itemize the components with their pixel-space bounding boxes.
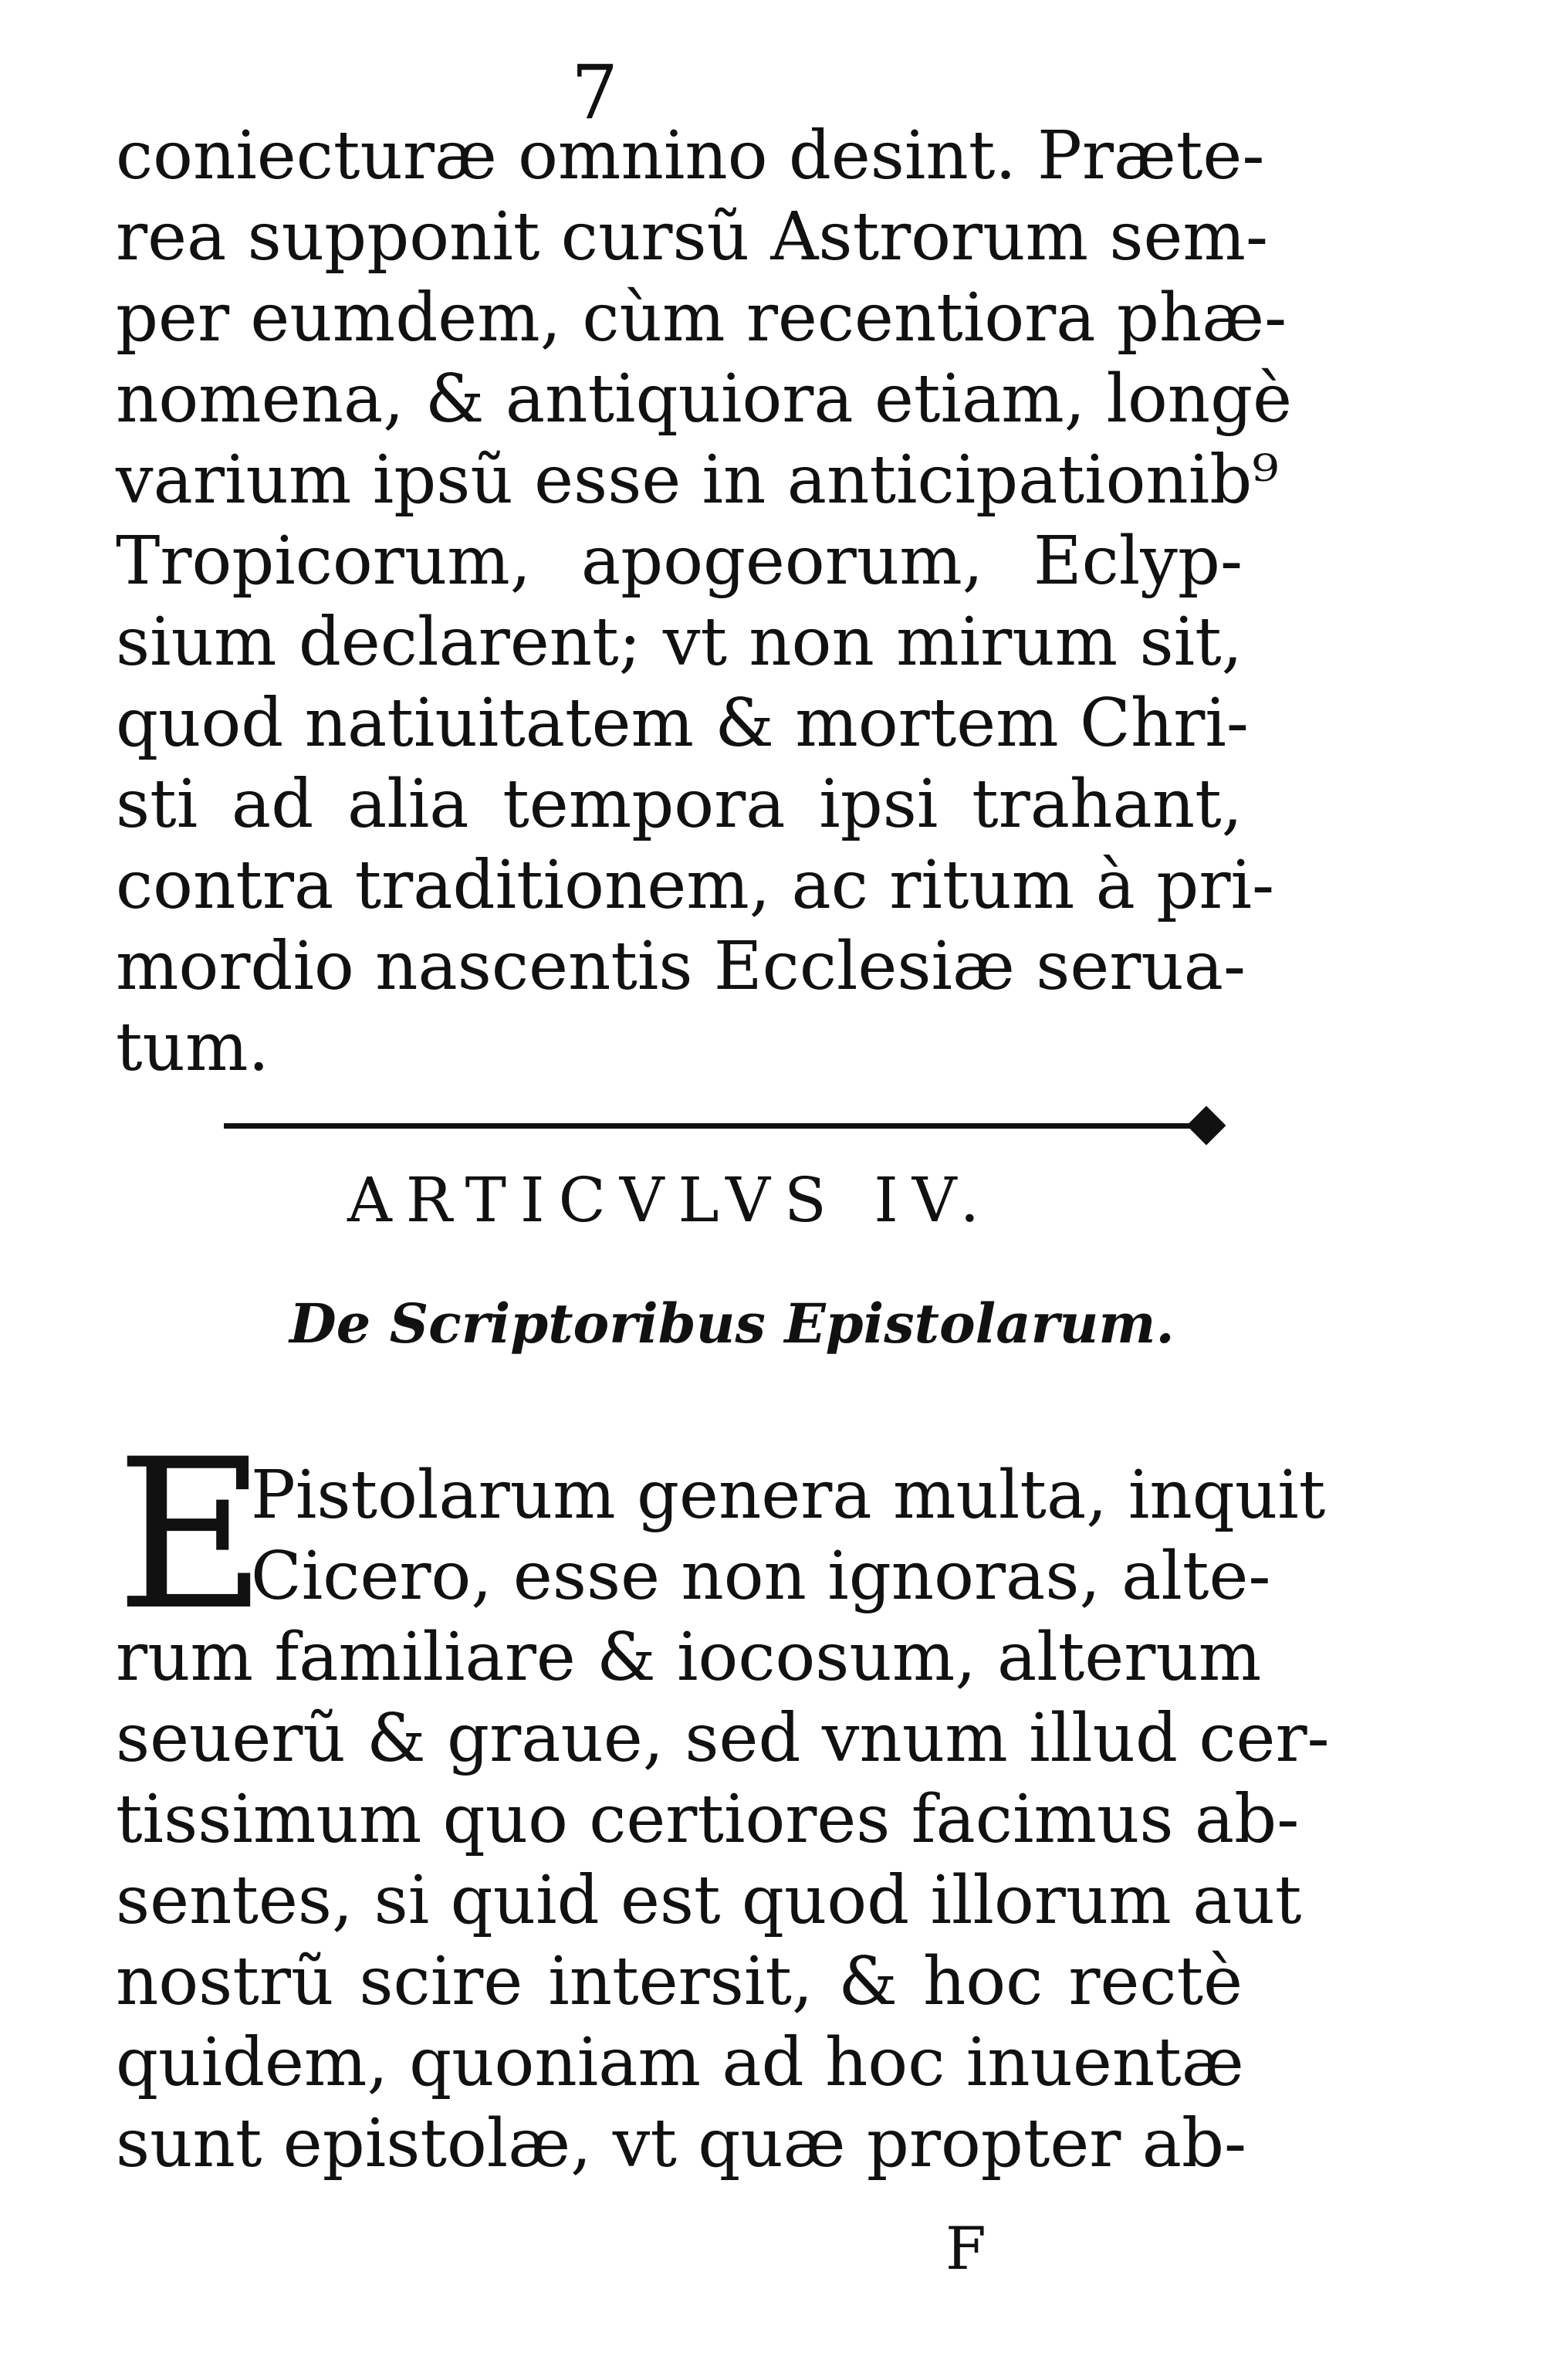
text-line: nostrũ scire intersit, & hoc rectè xyxy=(116,1943,1243,2020)
text-line: sentes, si quid est quod illorum aut xyxy=(116,1862,1302,1939)
text-line: Cicero, esse non ignoras, alte- xyxy=(251,1538,1271,1615)
text-line: sunt epistolæ, vt quæ propter ab- xyxy=(116,2105,1247,2182)
page-number: 7 xyxy=(571,49,619,136)
article-body-paragraph xyxy=(116,1455,1330,2185)
article-heading: ARTICVLVS IV. xyxy=(347,1164,994,1236)
drop-cap-initial: E xyxy=(116,1415,267,1656)
text-line: Tropicorum, apogeorum, Eclyp- xyxy=(116,523,1243,600)
divider-ornament-icon xyxy=(1187,1106,1226,1146)
text-line: sti ad alia tempora ipsi trahant, xyxy=(116,766,1243,843)
text-line: quod natiuitatem & mortem Chri- xyxy=(116,685,1249,762)
text-line: nomena, & antiquiora etiam, longè xyxy=(116,361,1293,438)
text-line: sium declarent; vt non mirum sit, xyxy=(116,604,1243,681)
text-line: tissimum quo certiores facimus ab- xyxy=(116,1781,1300,1858)
text-line: tum. xyxy=(116,1009,269,1086)
text-line: rea supponit cursũ Astrorum sem- xyxy=(116,198,1269,276)
section-divider-rule xyxy=(224,1123,1204,1129)
text-line: coniecturæ omnino desint. Præte- xyxy=(116,117,1265,195)
text-line: Pistolarum genera multa, inquit xyxy=(251,1457,1326,1534)
text-line: varium ipsũ esse in anticipationib⁹ xyxy=(116,442,1279,519)
text-line: rum familiare & iocosum, alterum xyxy=(116,1619,1262,1696)
article-subheading: De Scriptoribus Epistolarum. xyxy=(289,1292,1175,1356)
text-line: mordio nascentis Ecclesiæ serua- xyxy=(116,928,1246,1005)
signature-mark: F xyxy=(945,2214,986,2283)
text-line: per eumdem, cùm recentiora phæ- xyxy=(116,279,1287,357)
text-line: seuerũ & graue, sed vnum illud cer- xyxy=(116,1700,1330,1777)
text-line: contra traditionem, ac ritum à pri- xyxy=(116,847,1275,924)
text-line: quidem, quoniam ad hoc inuentæ xyxy=(116,2024,1244,2101)
continued-paragraph xyxy=(116,116,1293,1088)
